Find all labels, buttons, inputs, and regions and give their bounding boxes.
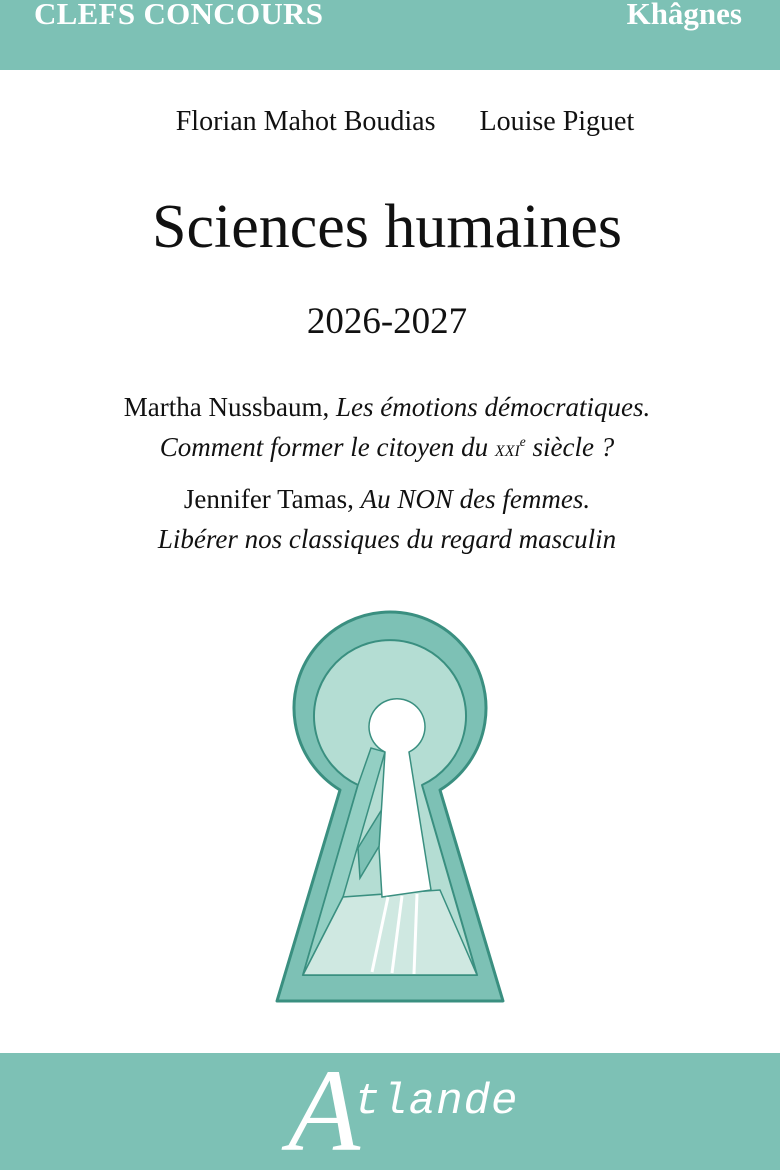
author-2: Louise Piguet — [479, 106, 635, 137]
book-year: 2026-2027 — [306, 301, 468, 342]
book-title: Sciences humaines — [151, 193, 623, 261]
publisher-logo-initial: A — [288, 1045, 361, 1176]
work-1-title: Les émotions démocratiques. — [336, 392, 651, 422]
work-1-century: xxi — [494, 436, 520, 461]
work-1-subtitle-after: siècle ? — [525, 432, 615, 462]
level-label: Khâgnes — [626, 0, 742, 31]
author-1: Florian Mahot Boudias — [175, 106, 436, 137]
work-2-author: Jennifer Tamas, — [183, 484, 361, 514]
series-title: CLEFS CONCOURS — [34, 0, 324, 31]
publisher-logo-rest: tlande — [354, 1077, 519, 1127]
work-1-author: Martha Nussbaum, — [123, 392, 336, 422]
work-2-title: Au NON des femmes. — [360, 484, 591, 514]
work-1-subtitle-before: Comment former le citoyen du — [159, 432, 495, 462]
work-1-century-sup: e — [519, 434, 526, 449]
work-2-subtitle: Libérer nos classiques du regard masculin — [157, 524, 617, 554]
